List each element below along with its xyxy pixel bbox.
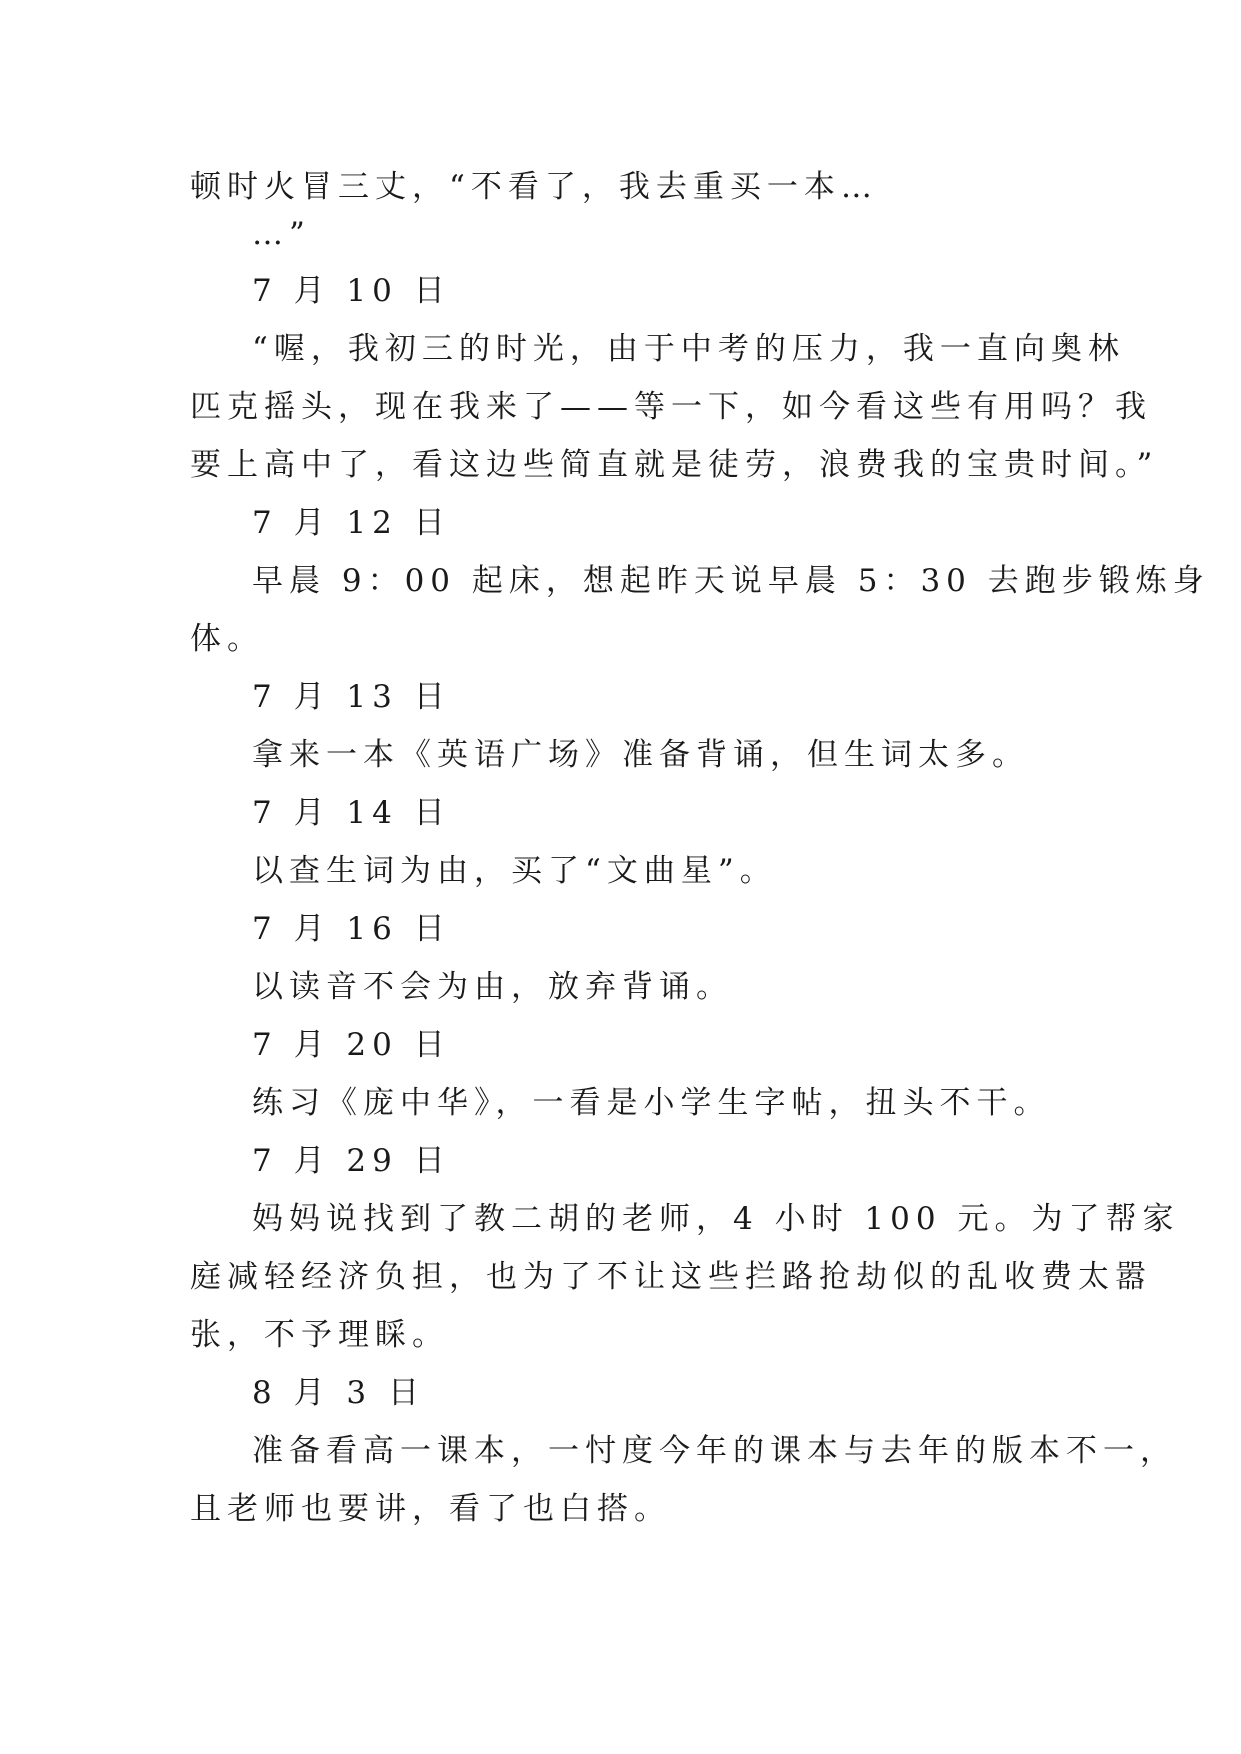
text-line: 体。 [190,621,264,657]
text-line: 且老师也要讲，看了也白搭。 [190,1491,671,1527]
text-line: 庭减轻经济负担，也为了不让这些拦路抢劫似的乱收费太嚣 [190,1259,1152,1295]
text-line: 匹克摇头，现在我来了——等一下，如今看这些有用吗？我 [190,389,1152,425]
date-heading: 7 月 13 日 [252,679,451,715]
text-line: 以读音不会为由，放弃背诵。 [252,969,733,1005]
date-heading: 7 月 12 日 [252,505,451,541]
text-line: …” [252,216,311,252]
date-heading: 8 月 3 日 [252,1375,426,1411]
text-line: “喔，我初三的时光，由于中考的压力，我一直向奥林 [252,331,1125,367]
text-line: 以查生词为由，买了“文曲星”。 [252,853,777,889]
document-body [190,158,1210,1538]
text-line: 早晨 9：00 起床，想起昨天说早晨 5：30 去跑步锻炼身 [252,563,1210,599]
text-line: 张，不予理睬。 [190,1317,449,1353]
text-line: 顿时火冒三丈，“不看了，我去重买一本… [190,169,878,205]
text-line: 拿来一本《英语广场》准备背诵，但生词太多。 [252,737,1029,773]
date-heading: 7 月 29 日 [252,1143,451,1179]
text-line: 练习《庞中华》，一看是小学生字帖，扭头不干。 [252,1085,1051,1121]
text-line: 妈妈说找到了教二胡的老师，4 小时 100 元。为了帮家 [252,1201,1180,1237]
date-heading: 7 月 14 日 [252,795,451,831]
text-line: 准备看高一课本，一忖度今年的课本与去年的版本不一， [252,1433,1177,1469]
date-heading: 7 月 10 日 [252,273,451,309]
text-line: 要上高中了，看这边些简直就是徒劳，浪费我的宝贵时间。” [190,447,1159,483]
date-heading: 7 月 16 日 [252,911,451,947]
date-heading: 7 月 20 日 [252,1027,451,1063]
